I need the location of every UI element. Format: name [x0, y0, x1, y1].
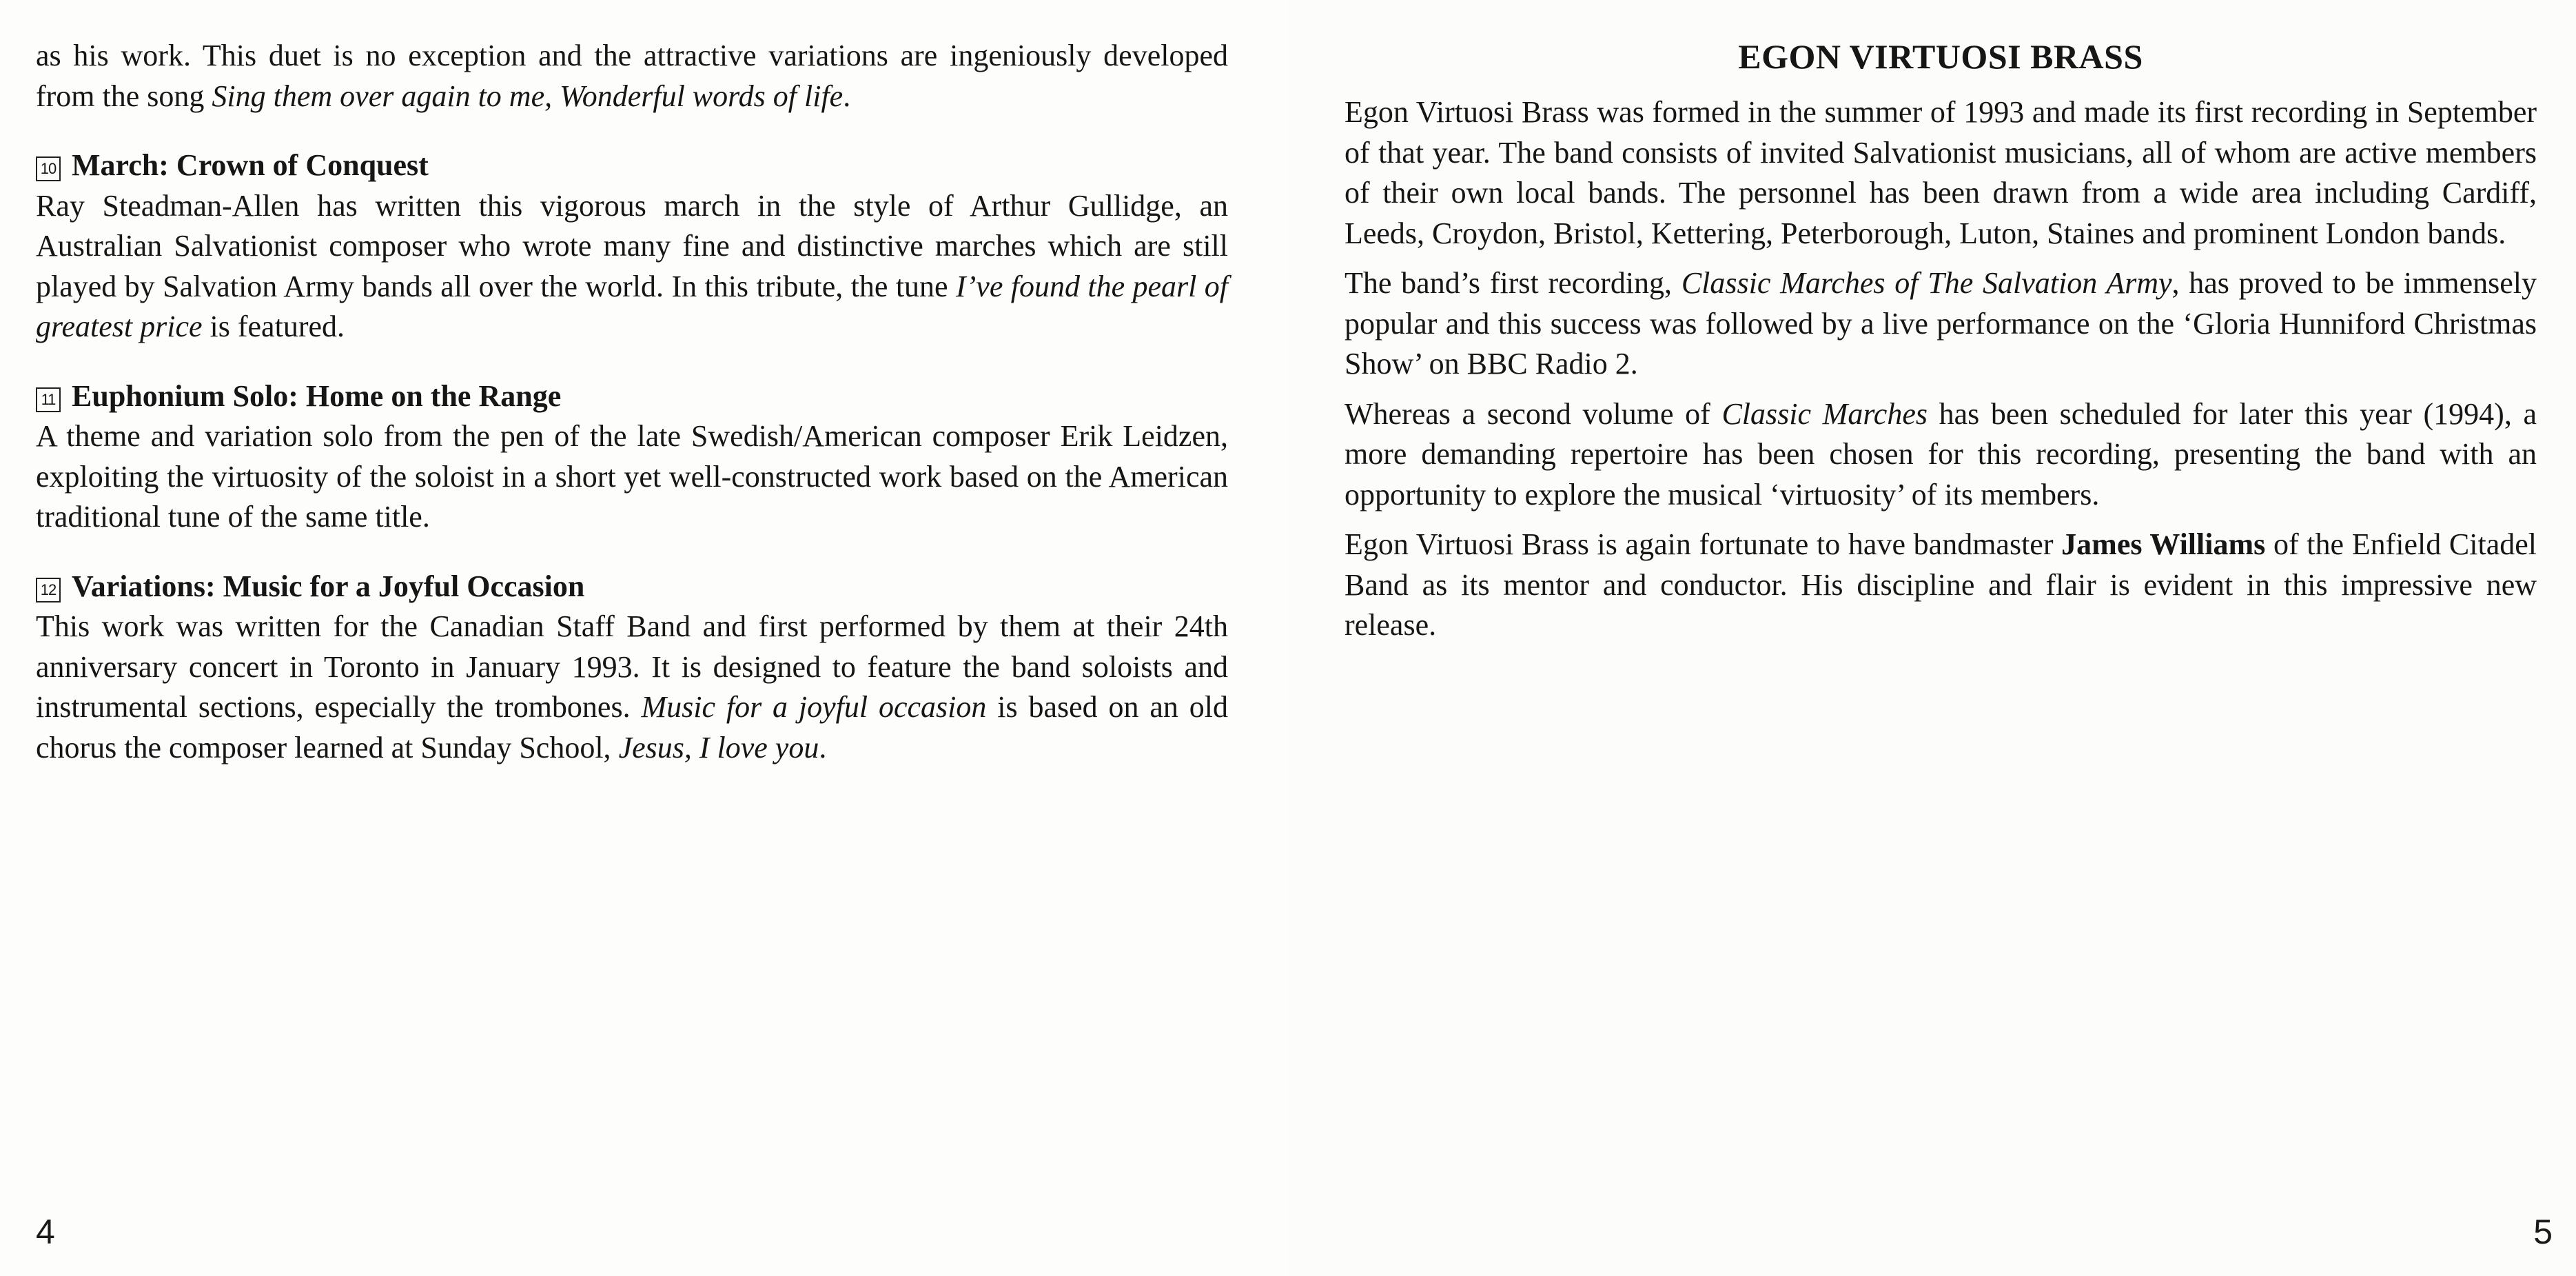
description-text: A theme and variation solo from the pen of the late Swedish/American composer Erik Leidzen, exploiting the virtuosity of the soloist in a short yet well-constructed work based on the American traditional tune of the same title. — [36, 419, 1228, 534]
track-12-description — [36, 607, 1228, 768]
left-column — [36, 36, 1228, 768]
track-title: Euphonium Solo: Home on the Range — [72, 378, 562, 413]
paragraph-text-end: has been scheduled for later this year (1994), a more demanding repertoire has been chosen for this recording, presenting the band with an opportunity to explore the musical ‘virtuosity’ of its members. — [1345, 396, 2537, 512]
paragraph-text-end: of the Enfield Citadel Band as its mentor and conductor. His discipline and flair is evident in this impressive new release. — [1345, 527, 2537, 642]
track-10-heading — [36, 145, 1228, 186]
track-10-description — [36, 186, 1228, 347]
album-title: Classic Marches of The Salvation Army — [1681, 266, 2172, 300]
track-12-heading — [36, 567, 1228, 607]
track-number-box: 10 — [36, 156, 61, 181]
description-text: This work was written for the Canadian Staff Band and first performed by them at their 24th anniversary concert in Toronto in January 1993. It is designed to feature the band soloists and instrumental sections, especially the trombones. — [36, 609, 1228, 724]
band-paragraph-1: Egon Virtuosi Brass was formed in the summer of 1993 and made its first recording in September of that year. The band consists of invited Salvationist musicians, all of whom are active members of their own local bands. The personnel has been drawn from a wide area including Cardiff, Leeds, Croydon, Bristol, Kettering, Peterborough, Luton, Staines and prominent London bands. — [1345, 95, 2537, 250]
description-text-end: . — [819, 730, 827, 764]
paragraph-text-end: , has proved to be immensely popular and this success was followed by a live performance on the ‘Gloria Hunniford Christmas Show’ on BBC Radio 2. — [1345, 266, 2537, 381]
band-paragraph-3 — [1345, 394, 2537, 516]
band-paragraph-2 — [1345, 263, 2537, 385]
work-title: Music for a joyful occasion — [641, 690, 987, 724]
track-11-heading — [36, 376, 1228, 417]
intro-paragraph — [36, 36, 1228, 117]
intro-text-end: . — [843, 79, 851, 113]
intro-text: as his work. This duet is no exception and the attractive variations are ingeniously developed from the song — [36, 39, 1228, 113]
description-text-end: is featured. — [202, 310, 345, 343]
intro-song-title: Sing them over again to me, Wonderful words of life — [212, 79, 844, 113]
page-number-right: 5 — [2533, 1213, 2553, 1251]
section-title: EGON VIRTUOSI BRASS — [1738, 37, 2143, 76]
track-11-description — [36, 416, 1228, 538]
track-number-box: 12 — [36, 578, 61, 602]
track-title: March: Crown of Conquest — [72, 148, 429, 182]
track-number-box: 11 — [36, 387, 61, 412]
description-text-mid: is based on an old chorus the composer learned at Sunday School, — [36, 690, 1228, 764]
paragraph-text: The band’s first recording, — [1345, 266, 1681, 300]
band-paragraph-4 — [1345, 525, 2537, 646]
track-title: Variations: Music for a Joyful Occasion — [72, 569, 585, 603]
right-column — [1345, 36, 2537, 656]
conductor-name: James Williams — [2061, 527, 2266, 561]
page-number-left: 4 — [36, 1213, 55, 1251]
paragraph-text: Whereas a second volume of — [1345, 396, 1722, 431]
chorus-title: Jesus, I love you — [618, 730, 819, 764]
album-title: Classic Marches — [1721, 396, 1928, 431]
description-text: Ray Steadman-Allen has written this vigorous march in the style of Arthur Gullidge, an Australian Salvationist composer who wrote many fine and distinctive marches which are still played by Salvation Army bands all over the world. In this tribute, the tune — [36, 188, 1228, 303]
paragraph-text: Egon Virtuosi Brass is again fortunate to have bandmaster — [1345, 527, 2062, 561]
tune-title: I’ve found the pearl of greatest price — [36, 269, 1228, 343]
